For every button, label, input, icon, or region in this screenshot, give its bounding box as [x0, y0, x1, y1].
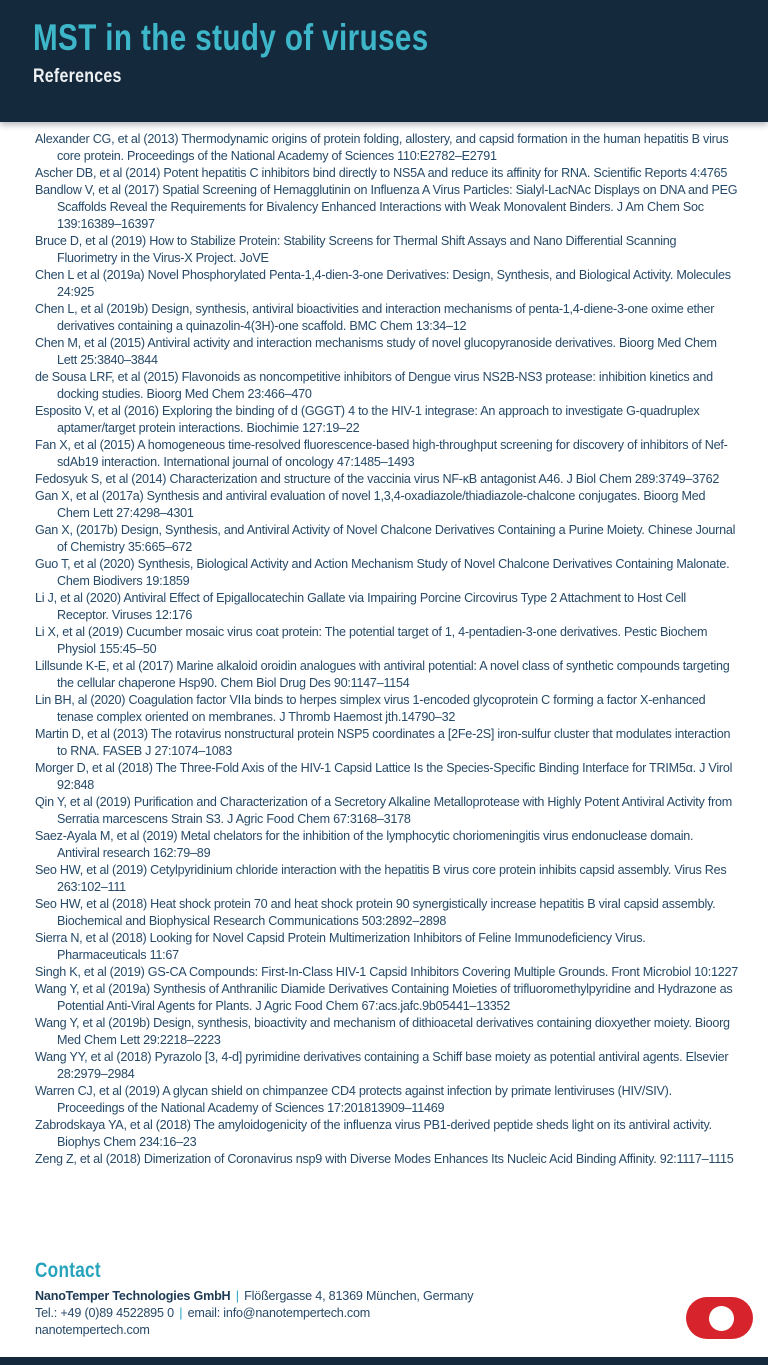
- reference-item: de Sousa LRF, et al (2015) Flavonoids as noncompetitive inhibitors of Dengue virus NS2B-NS3 protease: inhibition kinetics and docking studies. Bioorg Med Chem 23:466–470: [35, 370, 713, 401]
- reference-item: Seo HW, et al (2018) Heat shock protein 70 and heat shock protein 90 synergistically increase hepatitis B viral capsid assembly. Biochemical and Biophysical Research Communications 503:2892–2898: [35, 897, 716, 928]
- reference-item: Zabrodskaya YA, et al (2018) The amyloidogenicity of the influenza virus PB1-derived peptide sheds light on its antiviral activity. Biophys Chem 234:16–23: [35, 1118, 712, 1149]
- page-subtitle: [33, 66, 768, 88]
- reference-item: Esposito V, et al (2016) Exploring the binding of d (GGGT) 4 to the HIV-1 integrase: An approach to investigate G-quadruplex aptamer/target protein interactions. Biochimie 127:19–22: [35, 404, 700, 435]
- nanotemper-logo-icon: [686, 1297, 753, 1339]
- logo-dot: [709, 1306, 734, 1331]
- company-name: NanoTemper Technologies GmbH: [35, 1289, 231, 1303]
- reference-item: Bruce D, et al (2019) How to Stabilize Protein: Stability Screens for Thermal Shift Assays and Nano Differential Scanning Fluorimetry in the Virus-X Project. JoVE: [35, 234, 677, 265]
- reference-item: Qin Y, et al (2019) Purification and Characterization of a Secretory Alkaline Metalloprotease with Highly Potent Antiviral Activity from Serratia marcescens Strain S3. J Agric Food Chem 67:3168–3178: [35, 795, 733, 826]
- reference-item: Guo T, et al (2020) Synthesis, Biological Activity and Action Mechanism Study of Novel Chalcone Derivatives Containing Malonate. Chem Biodivers 19:1859: [35, 557, 730, 588]
- page-title: [33, 17, 768, 59]
- reference-item: Singh K, et al (2019) GS-CA Compounds: First-In-Class HIV-1 Capsid Inhibitors Covering Multiple Grounds. Front Microbiol 10:1227: [35, 965, 738, 979]
- reference-item: Lin BH, al (2020) Coagulation factor VIIa binds to herpes simplex virus 1-encoded glycoprotein C forming a factor X-enhanced tenase complex oriented on membranes. J Thromb Haemost jth.14790–32: [35, 693, 706, 724]
- contact-line-company: [35, 1288, 473, 1305]
- reference-item: Wang Y, et al (2019a) Synthesis of Anthranilic Diamide Derivatives Containing Moieties of trifluoromethylpyridine and Hydrazone as Potential Anti-Viral Agents for Plants. J Agric Food Chem 67:acs.jafc.9b05441–13352: [35, 982, 733, 1013]
- reference-item: Gan X, et al (2017a) Synthesis and antiviral evaluation of novel 1,3,4-oxadiazole/thiadiazole-chalcone conjugates. Bioorg Med Chem Lett 27:4298–4301: [35, 489, 706, 520]
- separator: |: [235, 1289, 239, 1303]
- reference-item: Fan X, et al (2015) A homogeneous time-resolved fluorescence-based high-throughput screening for discovery of inhibitors of Nef-sdAb19 interaction. International journal of oncology 47:1485–1493: [35, 438, 728, 469]
- contact-line-website: [35, 1322, 473, 1339]
- reference-item: Warren CJ, et al (2019) A glycan shield on chimpanzee CD4 protects against infection by primate lentiviruses (HIV/SIV). Proceedings of the National Academy of Sciences 17:201813909–11469: [35, 1084, 672, 1115]
- reference-item: Saez-Ayala M, et al (2019) Metal chelators for the inhibition of the lymphocytic choriomeningitis virus endonuclease domain. Antiviral research 162:79–89: [35, 829, 694, 860]
- contact-heading-text: Contact: [35, 1259, 101, 1282]
- reference-item: Wang Y, et al (2019b) Design, synthesis, bioactivity and mechanism of dithioacetal derivatives containing dioxyether moiety. Bioorg Med Chem Lett 29:2218–2223: [35, 1016, 730, 1047]
- reference-item: Seo HW, et al (2019) Cetylpyridinium chloride interaction with the hepatitis B virus core protein inhibits capsid assembly. Virus Res 263:102–111: [35, 863, 727, 894]
- reference-item: Martin D, et al (2013) The rotavirus nonstructural protein NSP5 coordinates a [2Fe-2S] iron-sulfur cluster that modulates interaction to RNA. FASEB J 27:1074–1083: [35, 727, 731, 758]
- reference-item: Chen M, et al (2015) Antiviral activity and interaction mechanisms study of novel glucopyranoside derivatives. Bioorg Med Chem Lett 25:3840–3844: [35, 336, 717, 367]
- reference-item: Sierra N, et al (2018) Looking for Novel Capsid Protein Multimerization Inhibitors of Feline Immunodeficiency Virus. Pharmaceuticals 11:67: [35, 931, 646, 962]
- reference-item: Lillsunde K-E, et al (2017) Marine alkaloid oroidin analogues with antiviral potential: A novel class of synthetic compounds targeting the cellular chaperone Hsp90. Chem Biol Drug Des 90:1147–1154: [35, 659, 730, 690]
- page-subtitle-text: References: [33, 66, 122, 87]
- reference-item: Li X, et al (2019) Cucumber mosaic virus coat protein: The potential target of 1, 4-pentadien-3-one derivatives. Pestic Biochem Physiol 155:45–50: [35, 625, 708, 656]
- reference-item: Chen L et al (2019a) Novel Phosphorylated Penta-1,4-dien-3-one Derivatives: Design, Synthesis, and Biological Activity. Molecules 24:925: [35, 268, 731, 299]
- reference-item: Zeng Z, et al (2018) Dimerization of Coronavirus nsp9 with Diverse Modes Enhances Its Nucleic Acid Binding Affinity. 92:1117–1115: [35, 1152, 734, 1166]
- header-banner: [0, 0, 768, 122]
- bottom-bar: [0, 1357, 768, 1365]
- reference-item: Wang YY, et al (2018) Pyrazolo [3, 4-d] pyrimidine derivatives containing a Schiff base moiety as potential antiviral agents. Elsevier 28:2979–2984: [35, 1050, 729, 1081]
- website-link[interactable]: nanotempertech.com: [35, 1323, 150, 1337]
- reference-item: Bandlow V, et al (2017) Spatial Screening of Hemagglutinin on Influenza A Virus Particles: Sialyl-LacNAc Displays on DNA and PEG Scaffolds Reveal the Requirements for Bivalency Enhanced Interactions with Weak Monovalent Binders. J Am Chem Soc 139:16389–16397: [35, 183, 738, 231]
- company-address: Flößergasse 4, 81369 München, Germany: [244, 1289, 474, 1303]
- page-title-text: MST in the study of viruses: [33, 17, 429, 58]
- reference-item: Alexander CG, et al (2013) Thermodynamic origins of protein folding, allostery, and capsid formation in the human hepatitis B virus core protein. Proceedings of the National Academy of Sciences 110:E2782–E2791: [35, 132, 729, 163]
- reference-item: Ascher DB, et al (2014) Potent hepatitis C inhibitors bind directly to NS5A and reduce its affinity for RNA. Scientific Reports 4:4765: [35, 166, 728, 180]
- email-link[interactable]: email: info@nanotempertech.com: [187, 1306, 371, 1320]
- references-list: [35, 131, 738, 1168]
- contact-line-phone-email: [35, 1305, 473, 1322]
- phone-number: Tel.: +49 (0)89 4522895 0: [35, 1306, 174, 1320]
- reference-item: Chen L, et al (2019b) Design, synthesis, antiviral bioactivities and interaction mechanisms of penta-1,4-diene-3-one oxime ether derivatives containing a quinazolin-4(3H)-one scaffold. BMC Chem 13:34–12: [35, 302, 715, 333]
- reference-item: Fedosyuk S, et al (2014) Characterization and structure of the vaccinia virus NF-κB antagonist A46. J Biol Chem 289:3749–3762: [35, 472, 720, 486]
- contact-section: [35, 1259, 474, 1339]
- contact-heading: [35, 1259, 473, 1282]
- separator: |: [179, 1306, 183, 1320]
- reference-item: Gan X, (2017b) Design, Synthesis, and Antiviral Activity of Novel Chalcone Derivatives Containing a Purine Moiety. Chinese Journal of Chemistry 35:665–672: [35, 523, 736, 554]
- reference-item: Li J, et al (2020) Antiviral Effect of Epigallocatechin Gallate via Impairing Porcine Circovirus Type 2 Attachment to Host Cell Receptor. Viruses 12:176: [35, 591, 686, 622]
- reference-item: Morger D, et al (2018) The Three-Fold Axis of the HIV-1 Capsid Lattice Is the Species-Specific Binding Interface for TRIM5α. J Virol 92:848: [35, 761, 733, 792]
